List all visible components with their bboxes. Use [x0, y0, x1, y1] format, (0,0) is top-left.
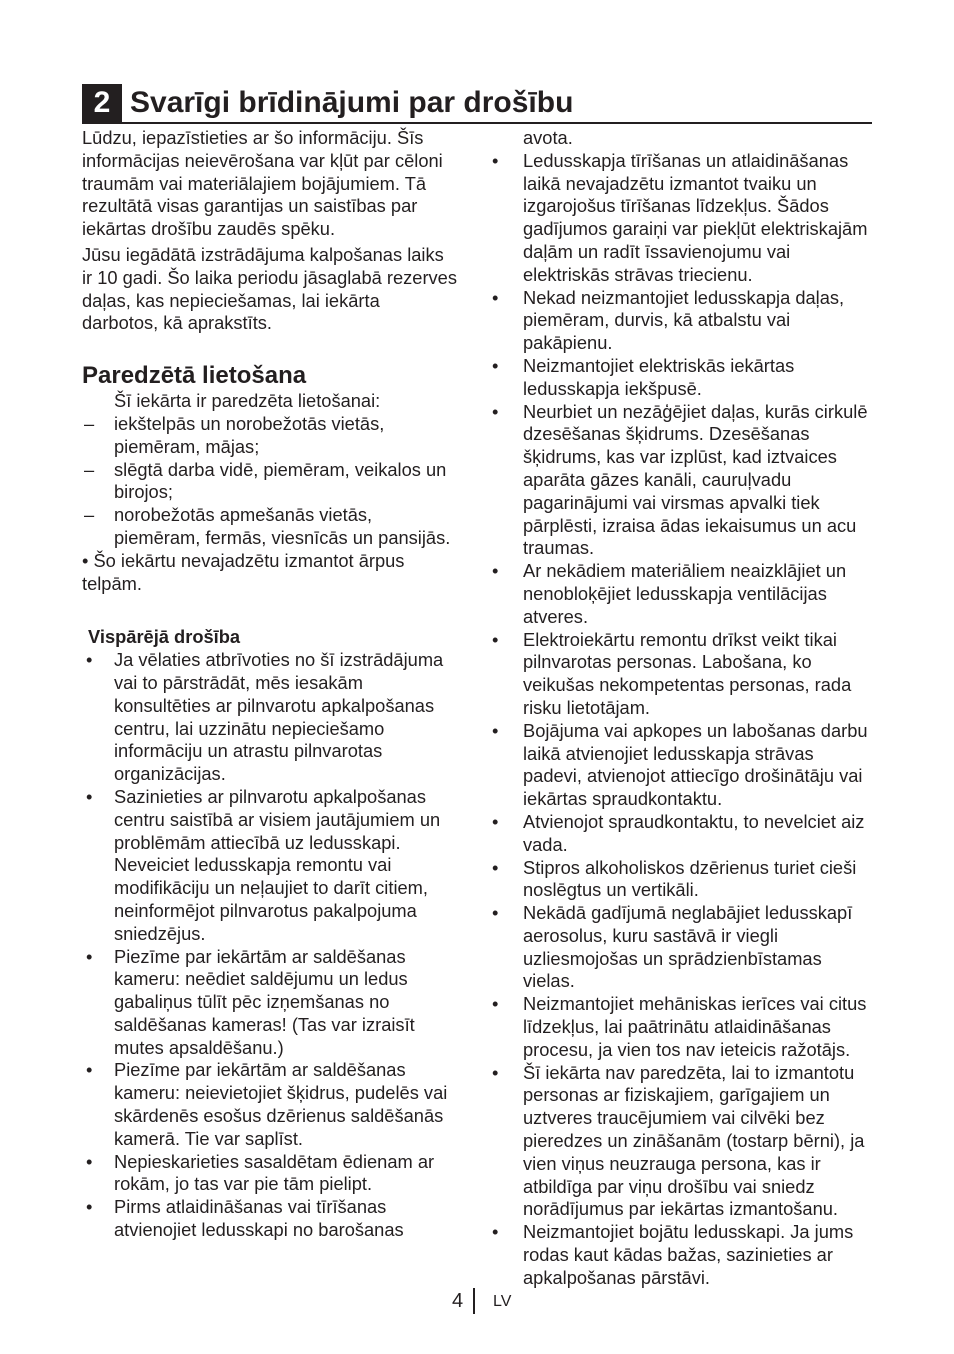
list-item: • Nekādā gadījumā neglabājiet ledusskapī aerosolus, kuru sastāvā ir viegli uzliesmojošas un sprādzienbīstamas vielas.: [492, 902, 853, 992]
list-item: • Atvienojot spraudkontaktu, to nevelciet aiz vada.: [492, 810, 865, 855]
intro-paragraph-2: Jūsu iegādātā izstrādājuma kalpošanas laiks ir 10 gadi. Šo laika periodu jāsaglabā rezerves daļas, kas nepieciešamas, lai iekārta darbotos, kā aprakstīts.: [82, 243, 457, 334]
list-item: • Neurbiet un nezāģējiet daļas, kurās cirkulē dzesēšanas šķidrums. Dzesēšanas šķidrums, kas var izplūst, kad iztvaices aparāta gāzes kanāli, cauruļvadu pagarinājumi vai virsmas apvalki tiek pārplēsti, izraisa ādas iekaisumus un acu traumas.: [492, 400, 868, 559]
list-item: • Nekad neizmantojiet ledusskapja daļas, piemēram, durvis, kā atbalstu vai pakāpienu.: [492, 286, 845, 354]
list-item: • Elektroiekārtu remontu drīkst veikt tikai pilnvarotas personas. Labošana, ko veikušas nekompetentas personas, rada risku lietotājam.: [492, 628, 852, 718]
general-safety-heading: Vispārējā drošība: [88, 626, 241, 648]
list-item: – slēgtā darba vidē, piemēram, veikalos un birojos;: [84, 458, 447, 503]
list-item: • Ja vēlaties atbrīvoties no šī izstrādājuma vai to pārstrādāt, mēs iesakām konsultēties ar pilnvarotu apkalpošanas centru, lai uzzinātu nepieciešamo informāciju un atrastu pilnvarotas organizācijas.: [86, 649, 444, 785]
list-item-continuation: avota.: [523, 127, 573, 148]
list-item: – norobežotās apmešanās vietās, piemēram, fermās, viesnīcās un pansijās.: [84, 504, 451, 548]
chapter-number: 2: [82, 84, 122, 122]
bullet-marker: •: [492, 993, 499, 1015]
list-item: • Ledusskapja tīrīšanas un atlaidināšanas laikā nevajadzētu izmantot tvaiku un izgarojošus tīrīšanas līdzekļus. Šādos gadījumos garaiņi var piekļūt elektriskajām daļām un radīt īssavienojumu vai elektriskās strāvas triecienu.: [492, 149, 868, 285]
list-item: – iekštelpās un norobežotās vietās, piemēram, mājas;: [84, 412, 385, 457]
bullet-marker: •: [492, 856, 499, 878]
bullet-marker: •: [492, 1221, 499, 1243]
left-column: [82, 127, 458, 1242]
bullet-marker: •: [86, 1196, 93, 1218]
right-column: [490, 127, 874, 1290]
list-item: • Bojājuma vai apkopes un labošanas darbu laikā atvienojiet ledusskapja strāvas padevi, atvienojot attiecīgo drošinātāju vai iekārtas spraudkontaktu.: [492, 719, 868, 810]
footer-divider: [473, 1288, 475, 1314]
intended-use-lead: Šī iekārta ir paredzēta lietošanai:: [114, 390, 381, 412]
bullet-marker: •: [492, 354, 499, 376]
list-item: • Nepieskarieties sasaldētam ēdienam ar rokām, jo tas var pie tām pielipt.: [86, 1150, 435, 1195]
bullet-marker: •: [492, 810, 499, 832]
list-item: • Piezīme par iekārtām ar saldēšanas kameru: neievietojiet šķidrus, pudelēs vai skārdenēs esošus dzērienus saldēšanās kamerā. Tie var saplīst.: [86, 1059, 448, 1149]
bullet-marker: •: [492, 149, 499, 171]
general-safety-list-left: [82, 649, 458, 1242]
bullet-marker: •: [86, 1150, 93, 1172]
list-item: • Pirms atlaidināšanas vai tīrīšanas atvienojiet ledusskapi no barošanas: [86, 1196, 404, 1241]
intro-paragraph-1: Lūdzu, iepazīstieties ar šo informāciju. Šīs informācijas neievērošana var kļūt par cēloni traumām vai materiālajiem bojājumiem. Tā rezultātā visas garantijas un saistības par iekārtas drošību zaudēs spēku.: [82, 127, 443, 240]
page-footer: [0, 1288, 954, 1314]
bullet-marker: •: [86, 945, 93, 967]
dash-marker: –: [84, 504, 95, 526]
bullet-marker: •: [86, 785, 93, 807]
bullet-marker: •: [492, 902, 499, 924]
bullet-marker: •: [492, 286, 499, 308]
list-item: • Stipros alkoholiskos dzērienus turiet cieši noslēgtus un vertikāli.: [492, 856, 857, 901]
intended-use-list: [82, 413, 458, 550]
bullet-marker: •: [86, 1059, 93, 1081]
bullet-marker: •: [492, 719, 499, 741]
general-safety-list-right: [490, 150, 874, 1290]
intended-use-heading: Paredzētā lietošana: [82, 362, 307, 390]
list-item: • Piezīme par iekārtām ar saldēšanas kameru: neēdiet saldējumu un ledus gabaliņus tūlīt pēc izņemšanas no saldēšanas kameras! (Tas var izraisīt mutes apsaldēšanu.): [86, 945, 415, 1058]
list-item: • Sazinieties ar pilnvarotu apkalpošanas centru saistībā ar visiem jautājumiem un problēmām attiecībā uz ledusskapi. Neveiciet ledusskapja remontu vai modifikāciju un neļaujiet to darīt citiem, neinformējot pilnvarotus pakalpojuma sniedzējus.: [86, 785, 441, 944]
language-code: LV: [493, 1293, 512, 1310]
list-item: • Šī iekārta nav paredzēta, lai to izmantotu personas ar fiziskajiem, garīgajiem un uztveres traucējumiem vai cilvēki bez pieredzes un zināšanām (tostarp bērni), ja vien viņus neuzrauga persona, kas ir atbildīga par viņu drošību vai sniedz norādījumus par iekārtas izmantošanu.: [492, 1061, 865, 1220]
bullet-marker: •: [492, 628, 499, 650]
list-item: • Neizmantojiet bojātu ledusskapi. Ja jums rodas kaut kādas bažas, sazinieties ar apkalpošanas pārstāvi.: [492, 1221, 854, 1288]
list-item: • Neizmantojiet mehāniskas ierīces vai citus līdzekļus, lai paātrinātu atlaidināšanas procesu, ja vien tos nav ieteicis ražotājs.: [492, 993, 867, 1060]
bullet-marker: •: [492, 400, 499, 422]
outdoor-use-note: • Šo iekārtu nevajadzētu izmantot ārpus telpām.: [82, 549, 405, 594]
dash-marker: –: [84, 458, 95, 480]
bullet-marker: •: [492, 1061, 499, 1083]
chapter-header: [82, 84, 872, 124]
list-item: • Neizmantojiet elektriskās iekārtas ledusskapja iekšpusē.: [492, 354, 795, 399]
dash-marker: –: [84, 412, 95, 434]
bullet-marker: •: [492, 560, 499, 582]
page-number: 4: [452, 1290, 464, 1312]
bullet-marker: •: [86, 649, 93, 671]
chapter-title: Svarīgi brīdinājumi par drošību: [130, 86, 574, 119]
list-item: • Ar nekādiem materiāliem neaizklājiet un nenobloķējiet ledusskapja ventilācijas atveres.: [492, 560, 847, 627]
